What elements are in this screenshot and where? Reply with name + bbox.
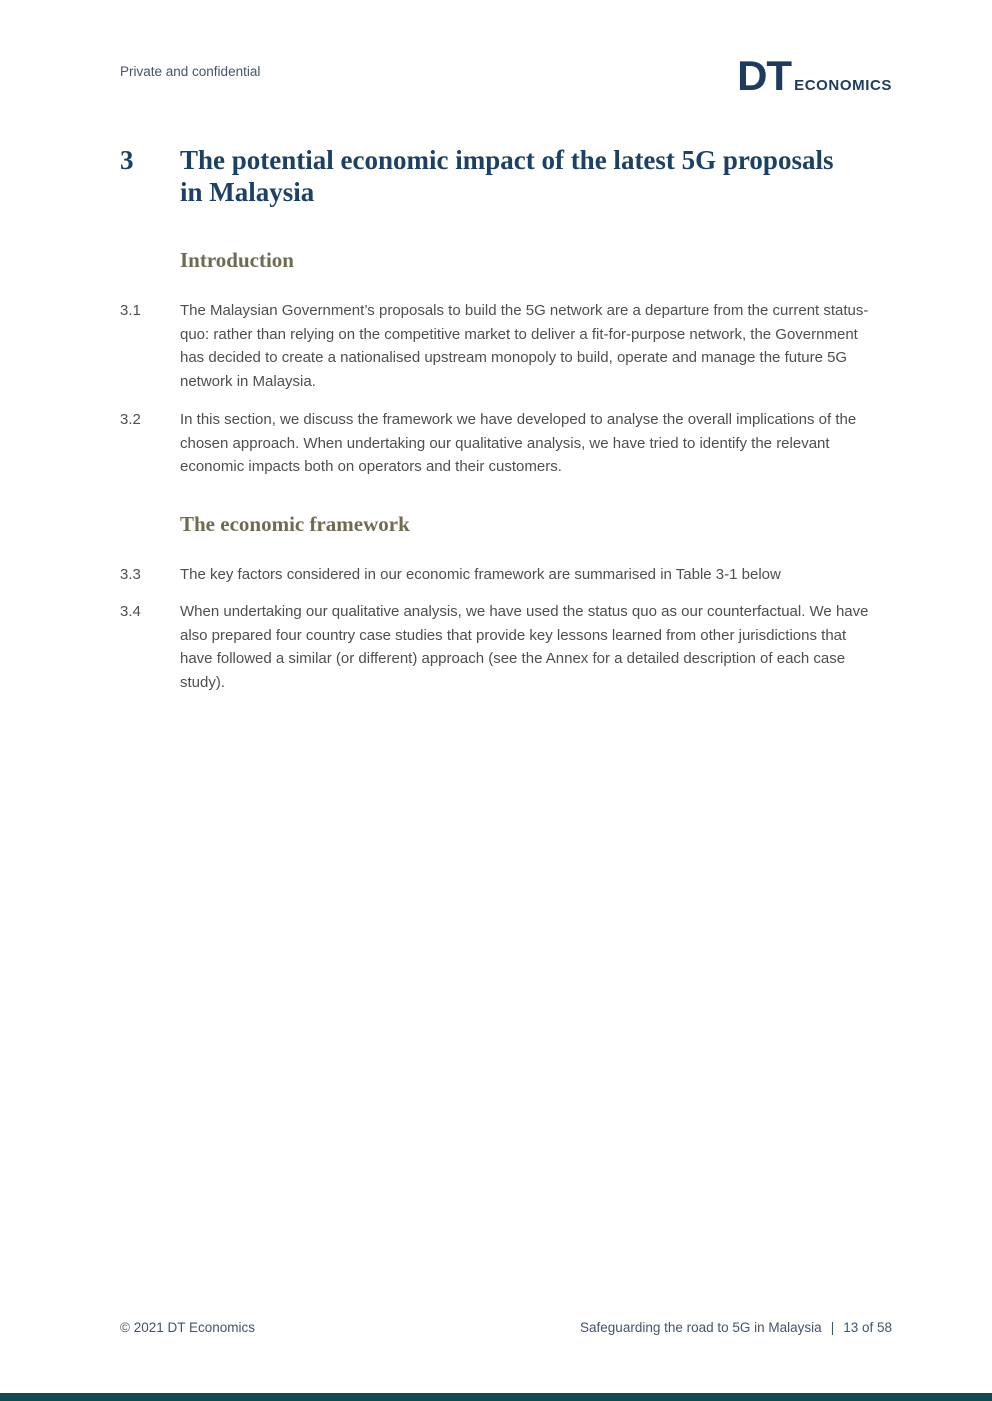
section-heading-economic-framework: The economic framework <box>180 511 410 536</box>
paragraph-text: The key factors considered in our economic framework are summarised in Table 3-1 below <box>180 565 781 583</box>
chapter-heading-row <box>120 145 880 208</box>
section-heading-introduction: Introduction <box>180 248 294 273</box>
dt-economics-logo <box>737 52 892 99</box>
footer-separator: | <box>830 1320 835 1335</box>
paragraph-text: The Malaysian Government’s proposals to build the 5G network are a departure from the current status-quo: rather than relying on the competitive market to deliver a fit-for-purpose network, the Government has decided to create a nationalised upstream monopoly to build, operate and manage the future 5G network in Malaysia. <box>180 302 869 390</box>
confidentiality-label: Private and confidential <box>120 64 261 79</box>
paragraph-number: 3.1 <box>120 302 141 320</box>
paragraph-text: In this section, we discuss the framework we have developed to analyse the overall implications of the chosen approach. When undertaking our qualitative analysis, we have tried to identify the relevant economic impacts both on operators and their customers. <box>180 411 857 476</box>
paragraph-text: When undertaking our qualitative analysis, we have used the status quo as our counterfactual. We have also prepared four country case studies that provide key lessons learned from other jurisdictions that have followed a similar (or different) approach (see the Annex for a detailed description of each case study). <box>180 603 869 691</box>
paragraph-row <box>120 600 880 694</box>
footer-accent-bar <box>0 1393 992 1401</box>
paragraph-number: 3.3 <box>120 565 141 583</box>
document-body <box>120 145 880 694</box>
paragraph-number: 3.2 <box>120 411 141 429</box>
paragraph-row <box>120 299 880 393</box>
document-title: Safeguarding the road to 5G in Malaysia <box>580 1320 822 1335</box>
copyright-notice: © 2021 DT Economics <box>120 1320 256 1335</box>
chapter-title: The potential economic impact of the latest 5G proposals in Malaysia <box>180 145 834 207</box>
paragraph-number: 3.4 <box>120 603 141 621</box>
page-header <box>120 52 892 99</box>
page-indicator: 13 of 58 <box>843 1320 892 1335</box>
logo-economics-text: ECONOMICS <box>794 77 892 94</box>
paragraph-row <box>120 563 880 587</box>
page-footer <box>120 1320 892 1335</box>
logo-dt-text: DT <box>737 52 792 99</box>
paragraph-row <box>120 408 880 479</box>
chapter-number: 3 <box>120 145 134 175</box>
footer-document-info <box>580 1320 892 1335</box>
